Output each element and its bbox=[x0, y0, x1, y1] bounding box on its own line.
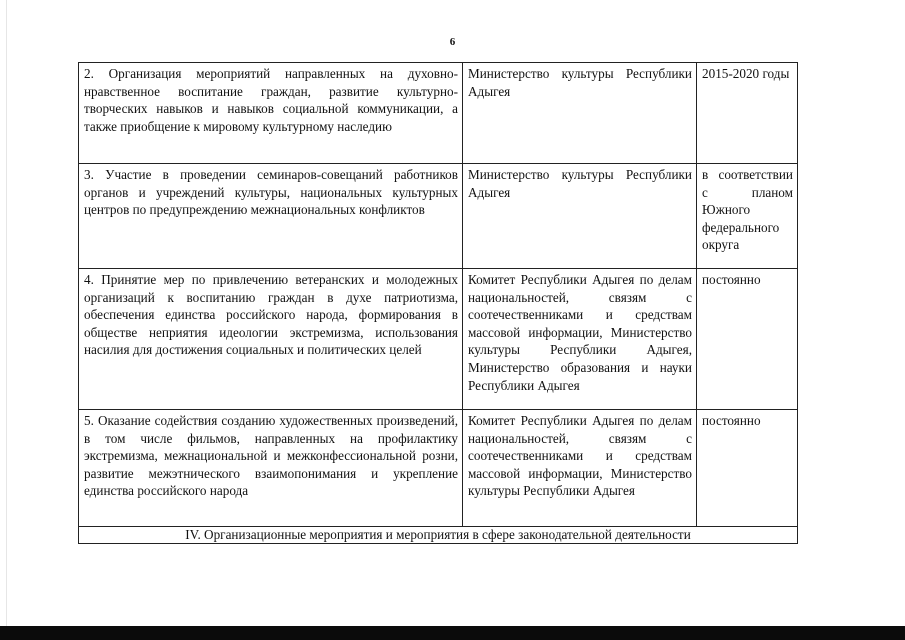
section-heading-row bbox=[79, 527, 798, 544]
scan-bottom-border bbox=[0, 626, 905, 640]
table-row bbox=[79, 410, 798, 527]
period-cell: постоянно bbox=[697, 410, 798, 527]
responsible-cell: Комитет Республики Адыгея по делам национальностей, связям с соотечественниками и средствам массовой информации, Министерство культуры Республики Адыгея bbox=[463, 410, 697, 527]
activity-cell: 2. Организация мероприятий направленных на духовно-нравственное воспитание граждан, развитие культурно-творческих навыков и навыков социальной коммуникации, а также приобщение к мировому культурному наследию bbox=[79, 63, 463, 164]
responsible-cell: Комитет Республики Адыгея по делам национальностей, связям с соотечественниками и средствам массовой информации, Министерство культуры Республики Адыгея, Министерство образования и науки Республики Адыгея bbox=[463, 269, 697, 410]
table-row bbox=[79, 63, 798, 164]
table-row bbox=[79, 164, 798, 269]
period-cell: в соответствии с планом Южного федерального округа bbox=[697, 164, 798, 269]
measures-table bbox=[78, 62, 798, 544]
page-number: 6 bbox=[449, 36, 456, 48]
responsible-cell: Министерство культуры Республики Адыгея bbox=[463, 63, 697, 164]
responsible-cell: Министерство культуры Республики Адыгея bbox=[463, 164, 697, 269]
section-heading: IV. Организационные мероприятия и мероприятия в сфере законодательной деятельности bbox=[79, 527, 798, 544]
period-cell: 2015-2020 годы bbox=[697, 63, 798, 164]
table-row bbox=[79, 269, 798, 410]
scan-edge-line bbox=[6, 0, 7, 626]
activity-cell: 3. Участие в проведении семинаров-совещаний работников органов и учреждений культуры, национальных культурных центров по предупреждению межнациональных конфликтов bbox=[79, 164, 463, 269]
period-cell: постоянно bbox=[697, 269, 798, 410]
activity-cell: 5. Оказание содействия созданию художественных произведений, в том числе фильмов, направленных на профилактику экстремизма, межнациональной и межконфессиональной розни, развитие межэтнического взаимопонимания и укрепление единства российского народа bbox=[79, 410, 463, 527]
activity-cell: 4. Принятие мер по привлечению ветеранских и молодежных организаций к воспитанию граждан в духе патриотизма, обеспечения единства российского народа, формирования в обществе неприятия идеологии экстремизма, использования насилия для достижения социальных и политических целей bbox=[79, 269, 463, 410]
